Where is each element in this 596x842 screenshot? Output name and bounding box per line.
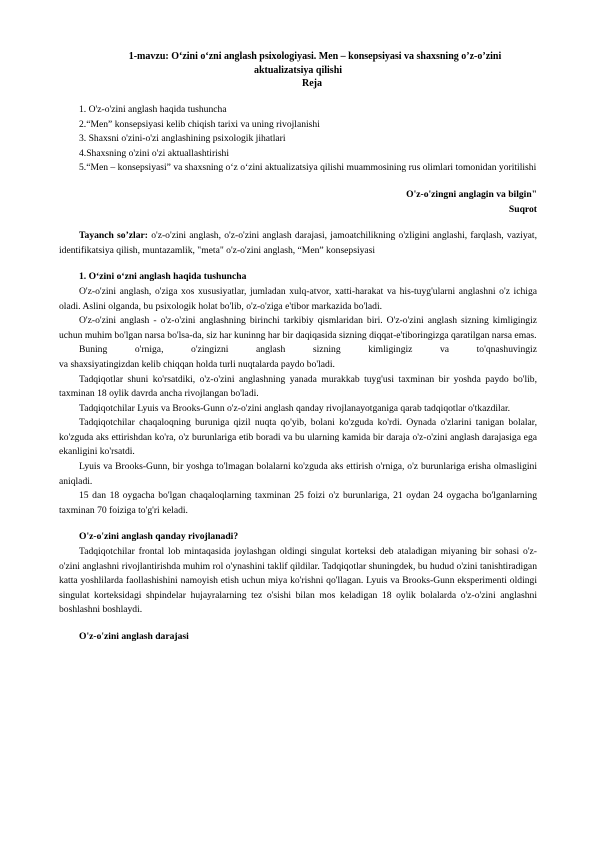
spacer	[59, 217, 537, 229]
plan-item: 3. Shaxsni o'zini-o'zi anglashining psixologik jihatlari	[79, 133, 286, 145]
word: o'zingizni	[191, 344, 229, 356]
paragraph-continuation: va shaxsiyatingizdan kelib chiqqan holda turli nuqtalarda paydo bo'ladi.	[59, 358, 335, 370]
paragraph: Lyuis va Brooks-Gunn, bir yoshga to'lmagan bolalarni ko'zguda aks ettirish o'rniga, o'z burunlariga erisha olmasligini aniqladi.	[59, 461, 537, 487]
keywords-paragraph	[59, 229, 537, 258]
epigraph-author: Suqrot	[508, 203, 537, 215]
paragraph: Tadqiqotchilar frontal lob mintaqasida joylashgan oldingi singulat korteksi deb ataladigan miyaning bir sohasi o'z-o'zini anglashni rivojlantirishda muhim rol o'ynashini taklif qildilar. Tadqiqotlar shuningdek, bu hudud o'zini tanishtiradigan katta yoshlilarda faollashishini namoyish etish uchun miya ko'rishni qo'llagan. Lyuis va Brooks-Gunn eksperimenti oldingi singulat korteksidagi shpindelar hujayralarning tez o'sishi bilan mos keladigan 18 oylik bolalarda o'z-o'zini anglashni boshlashni boshlaydi.	[59, 546, 537, 616]
paragraph: Tadqiqotlar shuni ko'rsatdiki, o'z-o'zini anglashning yanada murakkab tuyg'usi taxminan bir yoshda paydo bo'lib, taxminan 18 oylik davrda ancha rivojlangan bo'ladi.	[59, 373, 537, 400]
plan-item: 2.“Men” konsepsiyasi kelib chiqish tarixi va uning rivojlanishi	[79, 118, 320, 130]
section-heading: O'z-o'zini anglash qanday rivojlanadi?	[79, 531, 239, 543]
plan-item: 5.“Men – konsepsiyasi” va shaxsning o‘z o‘zini aktualizatsiya qilishi muammosining rus olimlari tomonidan yoritilishi	[79, 162, 537, 174]
paragraph: O'z-o'zini anglash - o'z-o'zini anglashning birinchi tarkibiy qismlaridan biri. O'z-o'zini anglash sizning kimligingiz uchun muhim bo'lgan narsa bo'lsa-da, siz har kuninng har bir daqiqasida sizning diqqat-e'tiboringizga qaratilgan narsa emas.	[59, 315, 537, 341]
keywords-label: Tayanch so’zlar:	[79, 230, 148, 242]
spacer	[59, 91, 537, 103]
word: Buning	[79, 344, 108, 356]
plan-item: 4.Shaxsning o'zini o'zi aktuallashtirishi	[79, 147, 230, 159]
spacer	[59, 618, 537, 630]
section-heading: O'z-o'zini anglash darajasi	[79, 631, 189, 642]
paragraph: 15 dan 18 oygacha bo'lgan chaqaloqlarning taxminan 25 foizi o'z burunlariga, 21 oydan 24 oygacha bo'lganlarning taxminan 70 foiziga to'g'ri keladi.	[59, 490, 537, 516]
document-title-line1: 1-mavzu: O‘zini o‘zni anglash psixologiyasi. Men – konsepsiyasi va shaxsning o’z-o’zini	[128, 51, 502, 62]
section-heading: 1. O‘zini o‘zni anglash haqida tushuncha	[79, 271, 247, 283]
word: o'rniga,	[134, 344, 164, 356]
word: anglash	[256, 344, 286, 356]
epigraph-quote: O'z-o'zingni anglagin va bilgin"	[406, 188, 537, 200]
plan-heading: Reja	[302, 78, 322, 89]
word: sizning	[312, 344, 341, 356]
paragraph: O'z-o'zini anglash, o'ziga xos xususiyatlar, jumladan xulq-atvor, xatti-harakat va his-tuyg'ularni anglashni o'z ichiga oladi. Aslini olganda, bu psixologik holat bo'lib, o'z-o'ziga e'tibor markazida bo'ladi.	[59, 285, 537, 312]
spacer	[59, 176, 537, 188]
paragraph: Tadqiqotchilar chaqaloqning buruniga qizil nuqta qo'yib, bolani ko'zguda ko'rdi. Oynada o'zlarini tanigan bolalar, ko'zguda aks ettirishdan ko'ra, o'z burunlariga etib boradi va bu ularning kamida bir daraja o'z-o'zini anglash darajasiga ega ekanligini ko'rsatdi.	[59, 417, 537, 458]
plan-item: 1. O'z-o'zini anglash haqida tushuncha	[79, 104, 227, 115]
keywords-text: o'z-o'zini anglash, o'z-o'zini anglash darajasi, jamoatchilikning o'zligini anglashi, farqlash, vaziyat, identifikatsiya qilish, muntazamlik, "meta" o'z-o'zini anglash, “Men” konsepsiyasi	[59, 230, 537, 256]
word: kimligingiz	[368, 344, 413, 356]
paragraph: Tadqiqotchilar Lyuis va Brooks-Gunn o'z-o'zini anglash qanday rivojlanayotganiga qarab tadqiqotlar o'tkazdilar.	[79, 402, 511, 414]
document-page	[59, 50, 537, 645]
document-title-line2: aktualizatsiya qilishi	[253, 64, 343, 76]
spacer	[59, 518, 537, 530]
spacer	[59, 258, 537, 270]
plan-list	[59, 103, 537, 176]
word: va	[440, 344, 450, 356]
word: to'qnashuvingiz	[476, 344, 537, 356]
spread-line	[59, 343, 537, 358]
